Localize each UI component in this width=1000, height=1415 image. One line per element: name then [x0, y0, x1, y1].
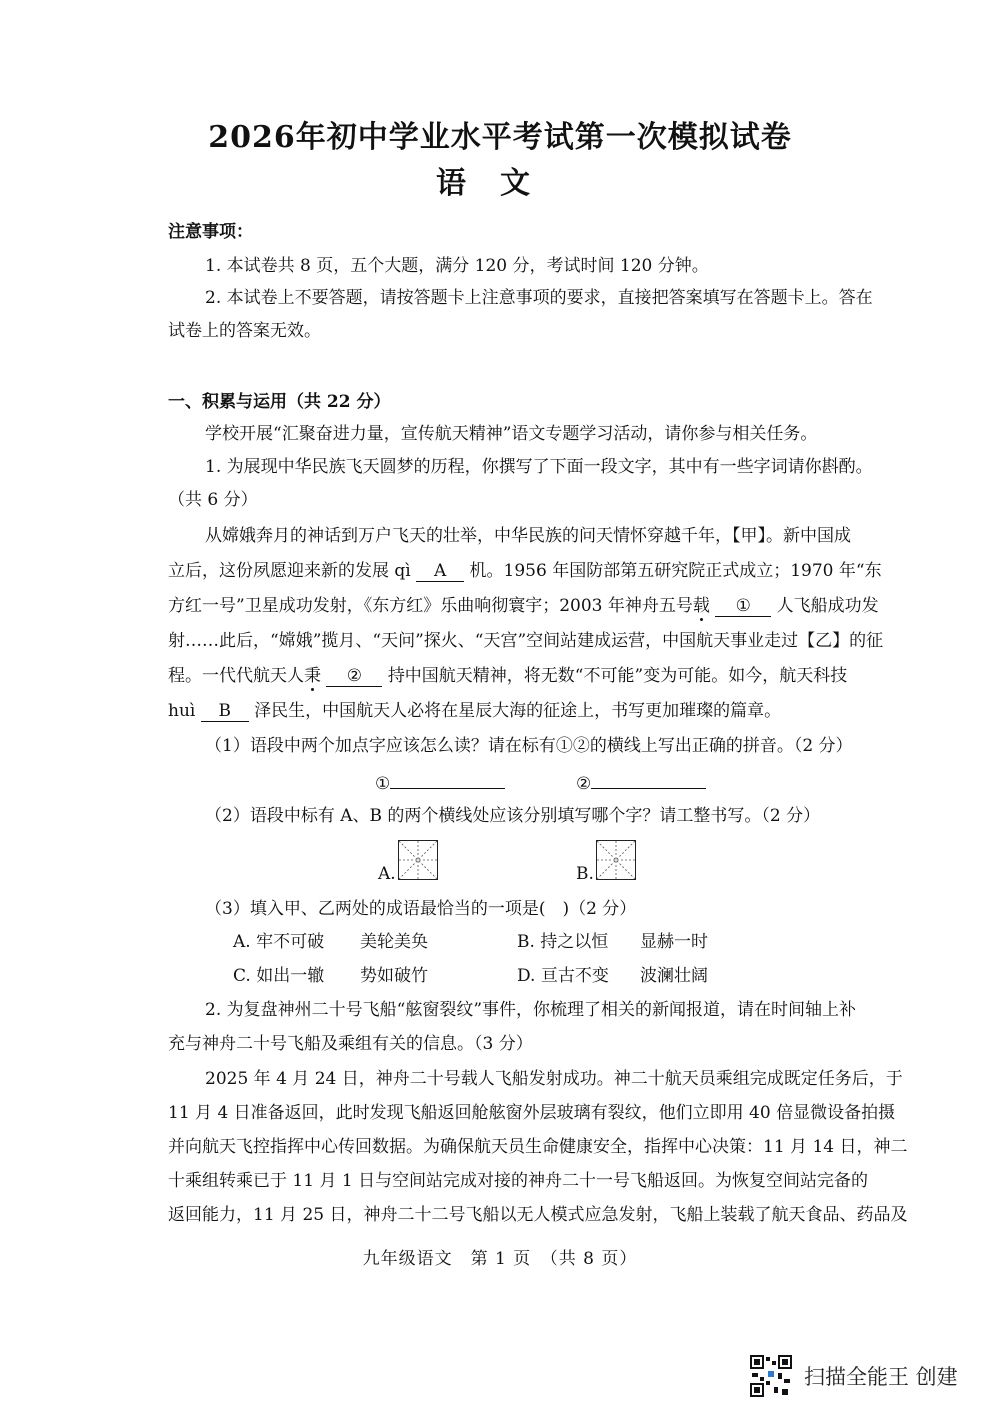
pinyin-line-1 [390, 770, 505, 789]
pinyin-answer-1 [375, 770, 505, 796]
blank-circle-2: ② [326, 666, 382, 687]
passage-line-3-b: 人飞船成功发 [776, 596, 879, 616]
passage-line-3-a: 方红一号”卫星成功发射，《东方红》乐曲响彻寰宇；2003 年神舟五号 [168, 596, 693, 616]
news-line-2: 11 月 4 日准备返回，此时发现飞船返回舱舷窗外层玻璃有裂纹，他们立即用 40 倍显微设备拍摄 [168, 1103, 896, 1123]
passage-line-5-a: 程。一代代航天人 [168, 666, 304, 686]
blank-b: B [201, 701, 249, 722]
question-1-line-1: 1. 为展现中华民族飞天圆梦的历程，你撰写了下面一段文字，其中有一些字词请你斟酌。 [205, 457, 873, 477]
option-d: D. 亘古不变 [517, 966, 609, 986]
option-b: B. 持之以恒 [517, 932, 609, 952]
passage-line-4: 射……此后，“嫦娥”揽月、“天问”探火、“天宫”空间站建成运营，中国航天事业走过【乙】的征 [168, 631, 884, 651]
question-1-line-2: （共 6 分） [168, 490, 258, 510]
option-a: A. 牢不可破 [233, 932, 325, 952]
scanner-watermark [750, 1355, 958, 1397]
passage-line-2-a: 立后，这份夙愿迎来新的发展 qì [168, 561, 411, 581]
dotted-char-zai: 载 [692, 596, 710, 616]
blank-circle-1: ① [715, 596, 771, 617]
question-2-line-1: 2. 为复盘神州二十号飞船“舷窗裂纹”事件，你梳理了相关的新闻报道，请在时间轴上补 [205, 1000, 857, 1020]
notice-item-2-line-2: 试卷上的答案无效。 [168, 321, 321, 341]
passage-line-5 [168, 664, 847, 688]
notice-item-1: 1. 本试卷共 8 页，五个大题，满分 120 分，考试时间 120 分钟。 [205, 256, 709, 276]
grid-guide-icon [399, 841, 437, 879]
sub-question-2: （2）语段中标有 A、B 的两个横线处应该分别填写哪个字？请工整书写。（2 分） [205, 806, 821, 826]
grid-label-b: B. [576, 864, 594, 884]
option-a-second: 美轮美奂 [360, 932, 428, 952]
section-1-heading: 一、积累与运用（共 22 分） [168, 392, 391, 412]
pinyin-answer-2 [576, 770, 706, 796]
dotted-char-bing: 秉 [304, 666, 321, 686]
passage-line-6-a: huì [168, 701, 196, 721]
exam-title: 2026年初中学业水平考试第一次模拟试卷 [208, 120, 792, 155]
option-c-second: 势如破竹 [360, 966, 428, 986]
passage-line-5-b: 持中国航天精神，将无数“不可能”变为可能。如今，航天科技 [387, 666, 848, 686]
exam-subject: 语文 [436, 166, 564, 201]
writing-grid-b [596, 840, 636, 880]
question-2-line-2: 充与神舟二十号飞船及乘组有关的信息。（3 分） [168, 1034, 533, 1054]
passage-line-1: 从嫦娥奔月的神话到万户飞天的壮举，中华民族的问天情怀穿越千年，【甲】。新中国成 [205, 526, 851, 546]
news-line-5: 返回能力，11 月 25 日，神舟二十二号飞船以无人模式应急发射，飞船上装载了航天食品、药品及 [168, 1205, 908, 1225]
option-c: C. 如出一辙 [233, 966, 325, 986]
passage-line-6-b: 泽民生，中国航天人必将在星辰大海的征途上，书写更加璀璨的篇章。 [254, 701, 782, 721]
news-line-1: 2025 年 4 月 24 日，神舟二十号载人飞船发射成功。神二十航天员乘组完成既定任务后，于 [205, 1069, 903, 1089]
sub-question-3: （3）填入甲、乙两处的成语最恰当的一项是( )（2 分） [205, 899, 637, 919]
page-footer: 九年级语文 第 1 页 （共 8 页） [362, 1249, 638, 1269]
blank-a: A [416, 561, 464, 582]
writing-grid-a [398, 840, 438, 880]
option-d-second: 波澜壮阔 [640, 966, 708, 986]
passage-line-6 [168, 699, 781, 723]
notice-item-2-line-1: 2. 本试卷上不要答题，请按答题卡上注意事项的要求，直接把答案填写在答题卡上。答在 [205, 288, 873, 308]
pinyin-label-1: ① [375, 774, 391, 794]
passage-line-3 [168, 594, 879, 618]
pinyin-label-2: ② [576, 774, 592, 794]
news-line-3: 并向航天飞控指挥中心传回数据。为确保航天员生命健康安全，指挥中心决策：11 月 14 日，神二 [168, 1137, 908, 1157]
option-b-second: 显赫一时 [640, 932, 708, 952]
sub-question-1: （1）语段中两个加点字应该怎么读？请在标有①②的横线上写出正确的拼音。（2 分） [205, 736, 853, 756]
grid-guide-icon [597, 841, 635, 879]
watermark-text: 扫描全能王 创建 [804, 1365, 958, 1389]
news-line-4: 十乘组转乘已于 11 月 1 日与空间站完成对接的神舟二十一号飞船返回。为恢复空间站完备的 [168, 1171, 869, 1191]
passage-line-2-b: 机。1956 年国防部第五研究院正式成立；1970 年“东 [469, 561, 882, 581]
grid-label-a: A. [378, 864, 396, 884]
qr-code-icon [750, 1355, 792, 1397]
notice-heading: 注意事项： [168, 222, 253, 242]
pinyin-line-2 [591, 770, 706, 789]
passage-line-2 [168, 559, 882, 583]
section-1-intro: 学校开展“汇聚奋进力量，宣传航天精神”语文专题学习活动，请你参与相关任务。 [205, 424, 818, 444]
